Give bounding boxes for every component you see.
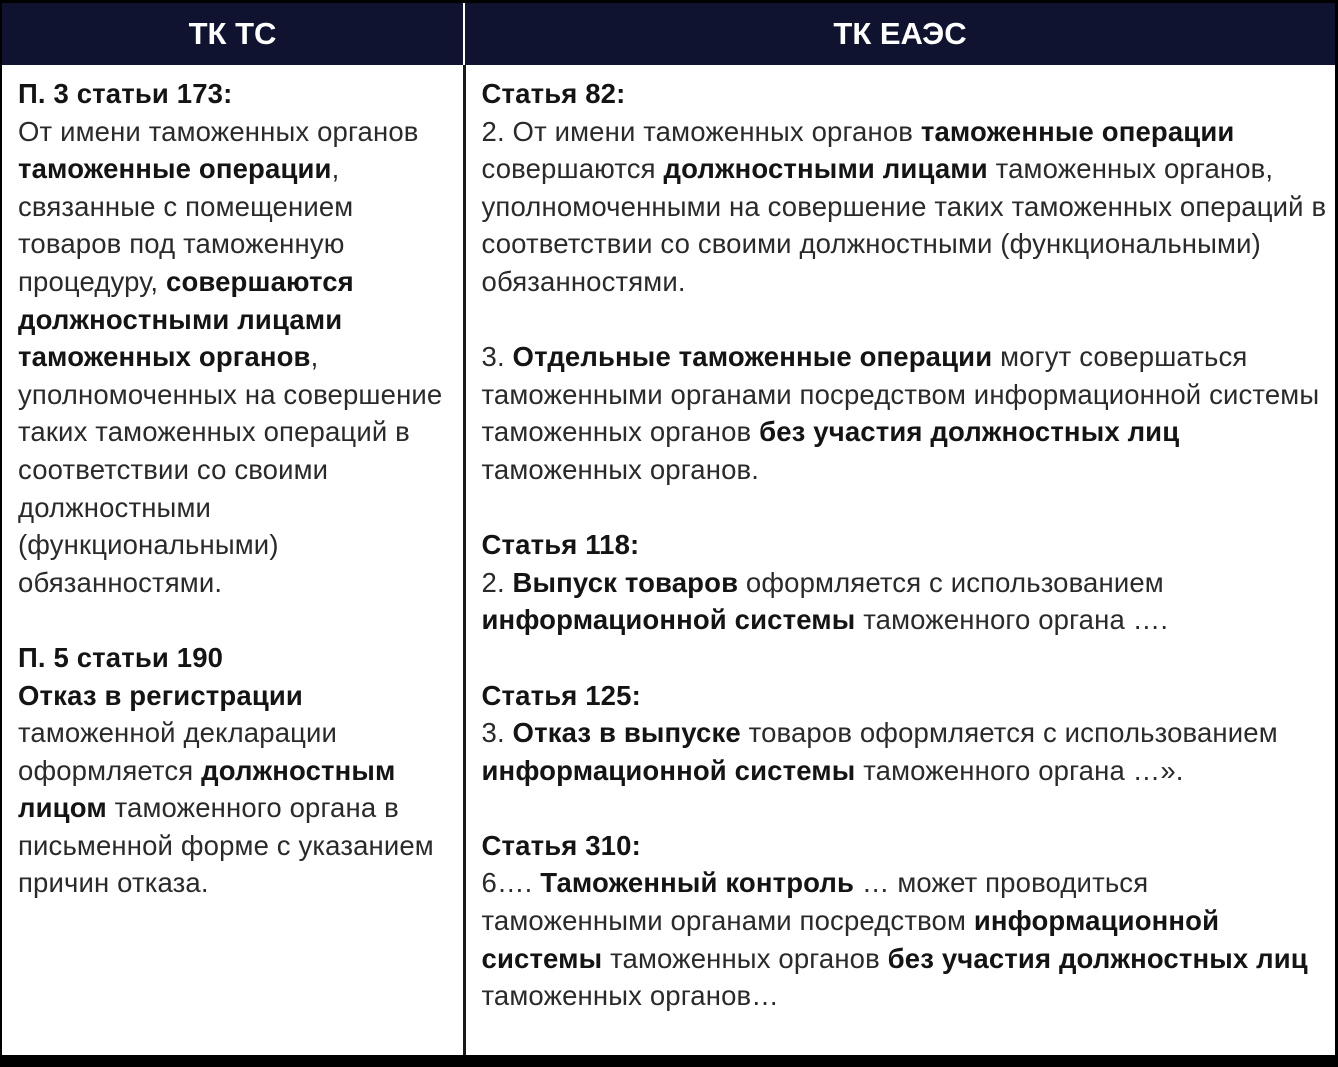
- bold-text: без участия должностных лиц: [759, 416, 1180, 448]
- bold-text: Отдельные таможенные операции: [512, 341, 993, 373]
- bold-text: должностными лицами: [663, 153, 988, 185]
- bold-text: таможенные операции: [920, 115, 1235, 147]
- bold-text: Таможенный контроль: [540, 867, 855, 899]
- text: 2.: [481, 566, 513, 598]
- text: товаров оформляется с использованием: [740, 717, 1278, 749]
- article-heading: Статья 310:: [481, 829, 641, 861]
- comparison-table: [2, 3, 1335, 1055]
- article-190-block: [18, 639, 459, 902]
- tk-ts-cell: [2, 65, 464, 1055]
- bold-text: Отказ в выпуске: [512, 717, 741, 749]
- article-173-block: [18, 75, 459, 601]
- article-heading: Статья 125:: [481, 679, 641, 711]
- text: таможенных органов…: [481, 980, 779, 1012]
- bold-text: без участия должностных лиц: [887, 942, 1308, 974]
- tk-eaes-cell: [464, 65, 1335, 1055]
- bold-text: информационной системы: [481, 905, 1220, 974]
- article-118-block: [482, 526, 1330, 639]
- article-heading: Статья 82:: [481, 78, 626, 109]
- content-row: [2, 65, 1335, 1055]
- text: 3.: [481, 341, 513, 373]
- text: таможенного органа в письменной форме с указанием причин отказа.: [18, 792, 434, 899]
- bold-text: Выпуск товаров: [512, 566, 739, 598]
- text: могут совершаться таможенными органами посредством информационной системы таможенных органов: [481, 341, 1320, 448]
- bold-text: информационной системы: [481, 604, 856, 636]
- bold-text: Отказ в регистрации: [18, 679, 303, 711]
- text: таможенных органов: [602, 942, 888, 974]
- text: таможенного органа …».: [855, 754, 1184, 786]
- text: , уполномоченных на совершение таких таможенных операций в соответствии со своими должностными (функциональными) обязанностями.: [18, 341, 443, 598]
- text: совершаются: [481, 153, 664, 185]
- text: таможенных органов, уполномоченными на совершение таких таможенных операций в соответствии со своими должностными (функциональными) обязанностями.: [481, 153, 1327, 297]
- article-heading: П. 3 статьи 173:: [18, 78, 233, 109]
- bold-text: должностным лицом: [18, 754, 396, 824]
- bold-text: совершаются должностными лицами таможенных органов: [18, 265, 354, 373]
- text: таможенной декларации оформляется: [18, 717, 338, 786]
- header-tk-ts: ТК ТС: [2, 3, 464, 65]
- text: , связанные с помещением товаров под таможенную процедуру,: [18, 153, 354, 297]
- bold-text: информационной системы: [481, 754, 856, 786]
- text: 6….: [481, 867, 541, 899]
- text: … может проводиться таможенными органами посредством: [481, 867, 1149, 937]
- text: таможенного органа ….: [855, 604, 1169, 636]
- text: таможенных органов.: [481, 453, 760, 485]
- article-heading: П. 5 статьи 190: [18, 641, 224, 673]
- text: 3.: [481, 717, 513, 749]
- text: От имени таможенных органов: [18, 115, 419, 147]
- text: оформляется с использованием: [738, 566, 1164, 598]
- header-row: [2, 3, 1335, 65]
- article-125-block: [482, 677, 1330, 790]
- article-82-block: [482, 75, 1330, 301]
- bold-text: таможенные операции: [18, 153, 332, 185]
- text: 2. От имени таможенных органов: [481, 115, 921, 147]
- article-heading: Статья 118:: [481, 529, 640, 561]
- header-tk-eaes: ТК ЕАЭС: [464, 3, 1335, 65]
- article-310-block: [482, 827, 1330, 1015]
- article-82-p3-block: [482, 338, 1330, 488]
